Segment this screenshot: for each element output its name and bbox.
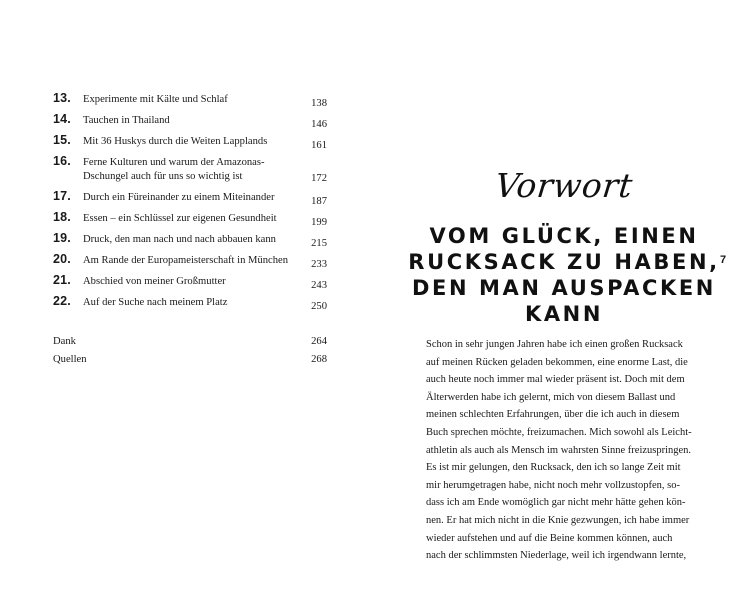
chapter-title-line: DEN MAN AUSPACKEN bbox=[411, 276, 716, 300]
toc-entry-number: 15. bbox=[53, 133, 71, 147]
toc-entry-page: 187 bbox=[311, 196, 327, 207]
toc-entry-title-line: Ferne Kulturen und warum der Amazonas- bbox=[83, 157, 265, 168]
section-label: Vorwort bbox=[493, 166, 635, 205]
toc-entry-number: 20. bbox=[53, 252, 71, 266]
toc-entry-page: 233 bbox=[311, 259, 327, 270]
toc-entry-number: 14. bbox=[53, 112, 71, 126]
body-text-line: athletin als auch als Mensch im wahrsten Sinne freizuspringen. bbox=[426, 444, 692, 456]
toc-entry-title: Durch ein Füreinander zu einem Miteinander bbox=[83, 192, 275, 203]
toc-entry-title: Experimente mit Kälte und Schlaf bbox=[83, 94, 228, 105]
toc-entry-page: 161 bbox=[311, 140, 327, 151]
toc-extra-label: Dank bbox=[53, 336, 76, 347]
toc-entry-number: 18. bbox=[53, 210, 71, 224]
page-number: 7 bbox=[720, 254, 727, 266]
toc-extra-label: Quellen bbox=[53, 354, 87, 365]
chapter-title-line: RUCKSACK ZU HABEN, bbox=[408, 250, 720, 274]
chapter-title bbox=[394, 223, 734, 327]
toc-entry bbox=[53, 230, 327, 251]
toc-entry-title-line: Dschungel auch für uns so wichtig ist bbox=[83, 171, 243, 182]
body-text-line: Schon in sehr jungen Jahren habe ich einen großen Rucksack bbox=[426, 339, 683, 350]
chapter-title-line: KANN bbox=[524, 302, 604, 326]
body-text-line: Es ist mir gelungen, den Rucksack, den ich so lange Zeit mit bbox=[426, 462, 681, 474]
toc-entry bbox=[53, 251, 327, 272]
toc-entry-page: 243 bbox=[311, 280, 327, 291]
body-text bbox=[426, 336, 698, 565]
toc-entry bbox=[53, 153, 327, 188]
right-page bbox=[376, 0, 752, 600]
body-text-line: mir herumgetragen habe, nicht noch mehr vollzustopfen, so- bbox=[426, 479, 680, 491]
body-text-line: Älterwerden habe ich gelernt, mich von diesem Ballast und bbox=[426, 391, 676, 403]
toc-entry bbox=[53, 111, 327, 132]
toc-entry-title: Tauchen in Thailand bbox=[83, 115, 170, 126]
body-text-line: nen. Er hat mich nicht in die Knie gezwungen, ich habe immer bbox=[426, 514, 690, 526]
table-of-contents bbox=[53, 90, 327, 314]
toc-entry-number: 19. bbox=[53, 231, 71, 245]
body-text-line: auf meinen Rücken geladen bekommen, eine enorme Last, die bbox=[426, 356, 688, 368]
toc-entry bbox=[53, 293, 327, 314]
toc-entry-title: Abschied von meiner Großmutter bbox=[83, 276, 226, 287]
toc-extra-page: 268 bbox=[311, 354, 327, 365]
body-text-line: auch heute noch immer mal wieder präsent ist. Doch mit dem bbox=[426, 374, 685, 386]
toc-entry-title: Mit 36 Huskys durch die Weiten Lapplands bbox=[83, 136, 268, 147]
body-text-line: wieder aufstehen und auf die Beine kommen können, auch bbox=[426, 532, 673, 544]
body-text-line: nach der schlimmsten Niederlage, weil ich irgendwann lernte, bbox=[426, 550, 687, 562]
body-text-line: meinen schlechten Erfahrungen, über die ich auch in diesem bbox=[426, 409, 680, 421]
toc-entry-number: 17. bbox=[53, 189, 71, 203]
toc-entry-title: Essen – ein Schlüssel zur eigenen Gesundheit bbox=[83, 213, 277, 224]
toc-entry-page: 215 bbox=[311, 238, 327, 249]
toc-extra-page: 264 bbox=[311, 336, 327, 347]
toc-entry-number: 16. bbox=[53, 154, 71, 168]
toc-entry bbox=[53, 188, 327, 209]
toc-entry-page: 250 bbox=[311, 301, 327, 312]
toc-entry bbox=[53, 132, 327, 153]
toc-entry-title: Am Rande der Europameisterschaft in München bbox=[83, 255, 289, 266]
toc-entry-page: 146 bbox=[311, 119, 327, 130]
body-text-line: Buch sprechen möchte, freizumachen. Mich sowohl als Leicht- bbox=[426, 426, 692, 438]
toc-entry bbox=[53, 90, 327, 111]
toc-entry-title: Auf der Suche nach meinem Platz bbox=[83, 297, 228, 308]
toc-entry-page: 172 bbox=[311, 173, 327, 184]
toc-entry-page: 199 bbox=[311, 217, 327, 228]
toc-entry bbox=[53, 272, 327, 293]
body-text-line: dass ich am Ende womöglich gar nicht mehr hätte gehen kön- bbox=[426, 497, 686, 509]
toc-entry bbox=[53, 209, 327, 230]
toc-entry-page: 138 bbox=[311, 98, 327, 109]
toc-entry-number: 13. bbox=[53, 91, 71, 105]
toc-entry-title bbox=[83, 153, 297, 184]
toc-entry-number: 22. bbox=[53, 294, 71, 308]
chapter-title-line: VOM GLÜCK, EINEN bbox=[429, 224, 699, 248]
toc-entry-title: Druck, den man nach und nach abbauen kann bbox=[83, 234, 276, 245]
toc-entry-number: 21. bbox=[53, 273, 71, 287]
